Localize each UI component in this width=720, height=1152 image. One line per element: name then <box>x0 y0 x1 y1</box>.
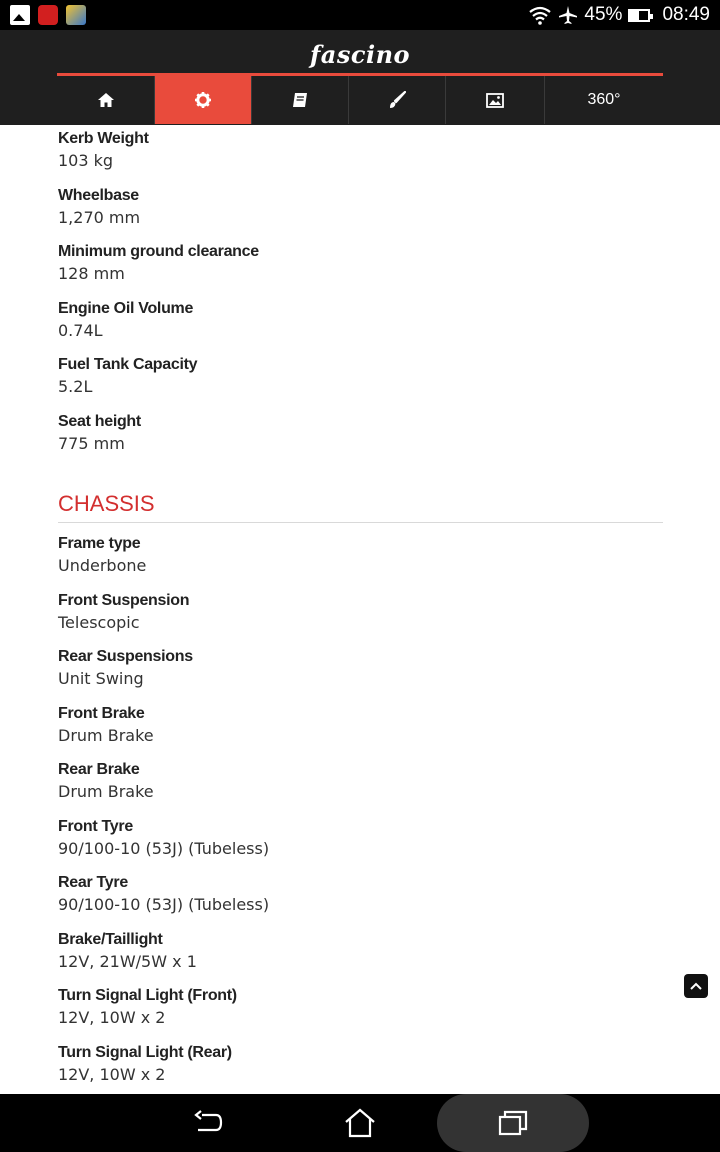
nav-tabs <box>57 76 663 124</box>
spec-label: Fuel Tank Capacity <box>58 356 198 373</box>
spec-value: Drum Brake <box>58 725 154 745</box>
spec-value: 90/100-10 (53J) (Tubeless) <box>58 895 270 914</box>
tab-home[interactable] <box>57 76 155 124</box>
tab-gallery[interactable] <box>446 76 545 124</box>
spec-label: Rear Suspensions <box>58 648 193 665</box>
spec-list-chassis <box>58 531 664 1096</box>
tab-360-view[interactable] <box>545 76 663 124</box>
spec-item <box>58 239 664 296</box>
spec-item <box>58 870 664 927</box>
spec-value: 12V, 10W x 2 <box>58 1008 166 1027</box>
spec-label: Minimum ground clearance <box>58 243 259 260</box>
scroll-to-top-button[interactable] <box>684 974 708 998</box>
spec-item <box>58 588 664 645</box>
spec-item <box>58 126 664 183</box>
spec-label: Wheelbase <box>58 186 139 204</box>
spec-item <box>58 927 664 984</box>
spec-item <box>58 644 664 701</box>
spec-content <box>58 126 664 1096</box>
chevron-up-icon <box>690 982 702 990</box>
spec-value: 0.74L <box>58 320 103 340</box>
home-icon <box>98 93 114 107</box>
spec-label: Engine Oil Volume <box>58 299 194 317</box>
spec-value: Underbone <box>58 556 147 575</box>
spec-label: Front Tyre <box>58 817 133 835</box>
spec-item <box>58 757 664 814</box>
spec-value: 12V, 21W/5W x 1 <box>58 951 197 971</box>
app-notification-icon-2 <box>66 5 86 25</box>
battery-icon <box>628 9 650 22</box>
app-notification-icon <box>38 5 58 25</box>
spec-item <box>58 701 664 758</box>
clock: 08:49 <box>662 4 710 25</box>
spec-value: 103 kg <box>58 151 114 170</box>
brush-icon <box>388 91 406 109</box>
spec-label: Front Suspension <box>58 591 190 609</box>
spec-value: 90/100-10 (53J) (Tubeless) <box>58 838 270 858</box>
home-outline-icon <box>344 1108 376 1138</box>
wifi-icon <box>528 5 552 25</box>
recent-apps-button[interactable] <box>437 1094 589 1152</box>
spec-item <box>58 983 664 1040</box>
back-icon <box>193 1110 223 1136</box>
spec-item <box>58 352 664 409</box>
status-bar <box>0 0 720 30</box>
spec-value: 12V, 10W x 2 <box>58 1064 166 1084</box>
tab-specifications[interactable] <box>155 76 252 124</box>
system-navigation-bar <box>0 1094 720 1152</box>
spec-label: Turn Signal Light (Rear) <box>58 1043 232 1061</box>
gallery-icon <box>10 5 30 25</box>
back-button[interactable] <box>170 1094 246 1152</box>
image-icon <box>486 93 504 108</box>
airplane-icon <box>558 5 578 25</box>
spec-label: Turn Signal Light (Front) <box>58 987 237 1004</box>
spec-value: 5.2L <box>58 377 93 396</box>
section-title-chassis: CHASSIS <box>58 491 155 516</box>
section-divider <box>58 522 663 523</box>
spec-list-dimensions <box>58 126 664 465</box>
spec-item <box>58 183 664 240</box>
spec-item <box>58 531 664 588</box>
spec-item <box>58 1040 664 1097</box>
spec-value: 1,270 mm <box>58 207 141 227</box>
app-header <box>0 30 720 125</box>
spec-value: 775 mm <box>58 433 125 453</box>
spec-value: Unit Swing <box>58 669 144 688</box>
home-button[interactable] <box>322 1094 398 1152</box>
spec-value: 128 mm <box>58 264 125 283</box>
spec-item <box>58 296 664 353</box>
gear-icon <box>195 92 211 108</box>
spec-label: Rear Brake <box>58 761 140 778</box>
book-icon <box>292 93 308 107</box>
brand-logo: fascino <box>309 40 411 69</box>
spec-item <box>58 814 664 871</box>
spec-label: Brake/Taillight <box>58 930 163 948</box>
spec-label: Front Brake <box>58 704 145 722</box>
spec-label: Seat height <box>58 412 141 430</box>
spec-label: Frame type <box>58 535 141 552</box>
spec-value: Drum Brake <box>58 782 154 801</box>
battery-percent: 45% <box>584 4 623 25</box>
tab-brochure[interactable] <box>252 76 349 124</box>
spec-item <box>58 409 664 466</box>
tab-360-label: 360° <box>587 91 621 108</box>
spec-label: Rear Tyre <box>58 874 128 891</box>
recent-apps-icon <box>498 1110 528 1136</box>
spec-label: Kerb Weight <box>58 130 149 147</box>
spec-value: Telescopic <box>58 612 140 632</box>
tab-colors[interactable] <box>349 76 446 124</box>
